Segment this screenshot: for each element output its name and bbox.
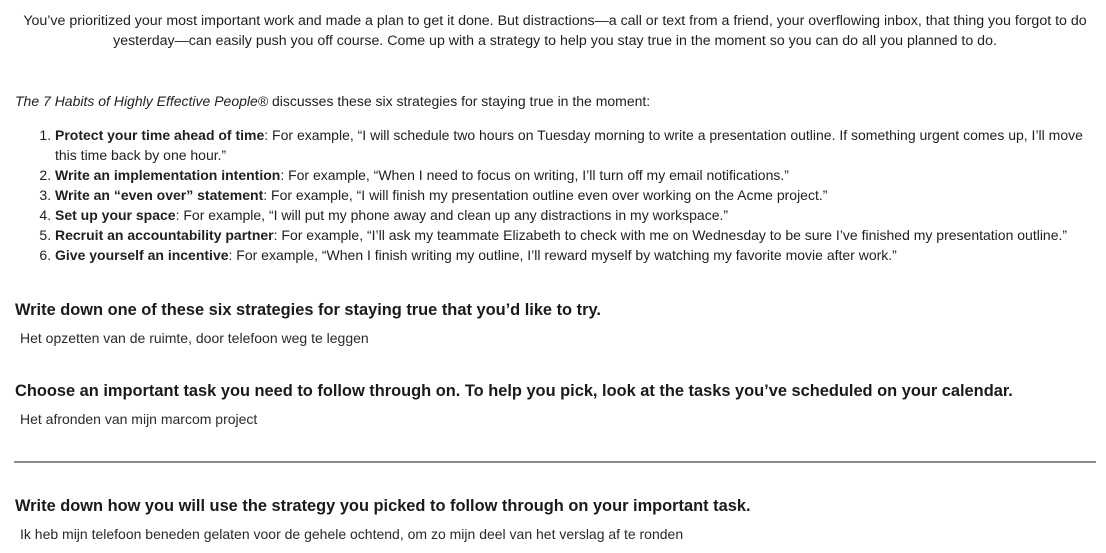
strategy-example: : For example, “When I need to focus on writing, I’ll turn off my email notifications.” (280, 167, 789, 183)
answer-strategy[interactable]: Het opzetten van de ruimte, door telefoon weg te leggen (20, 330, 369, 346)
answer-plan[interactable]: Ik heb mijn telefoon beneden gelaten voor de gehele ochtend, om zo mijn deel van het verslag af te ronden (20, 526, 684, 542)
answer-task[interactable]: Het afronden van mijn marcom project (20, 411, 258, 427)
strategy-item-1 (55, 125, 1097, 165)
strategy-item-3 (55, 185, 1097, 205)
strategy-example: : For example, “I will put my phone away and clean up any distractions in my workspace.” (175, 207, 729, 223)
strategy-item-4 (55, 205, 1097, 225)
strategy-example: : For example, “When I finish writing my outline, I’ll reward myself by watching my favorite movie after work.” (228, 247, 897, 263)
strategy-title: Set up your space (55, 207, 176, 223)
strategy-title: Recruit an accountability partner (55, 227, 274, 243)
strategy-example: : For example, “I will finish my presentation outline even over working on the Acme project.” (263, 187, 828, 203)
section-divider (14, 461, 1096, 463)
strategy-title: Write an implementation intention (55, 167, 281, 183)
strategy-item-5 (55, 225, 1097, 245)
book-title: The 7 Habits of Highly Effective People® (15, 93, 269, 109)
question-plan: Write down how you will use the strategy you picked to follow through on your important task. (15, 497, 751, 515)
strategies-list (15, 125, 1097, 265)
strategy-example: : For example, “I’ll ask my teammate Elizabeth to check with me on Wednesday to be sure I’ve finished my presentation outline.” (273, 227, 1068, 243)
question-strategy: Write down one of these six strategies for staying true that you’d like to try. (15, 301, 601, 319)
strategies-lead (15, 91, 650, 111)
strategy-item-2 (55, 165, 1097, 185)
question-task: Choose an important task you need to follow through on. To help you pick, look at the tasks you’ve scheduled on your calendar. (15, 382, 1013, 400)
lead-text: discusses these six strategies for staying true in the moment: (268, 93, 651, 109)
strategy-title: Protect your time ahead of time (55, 127, 265, 143)
strategy-title: Write an “even over” statement (55, 187, 264, 203)
strategy-item-6 (55, 245, 1097, 265)
strategy-example: : For example, “I will schedule two hours on Tuesday morning to write a presentation outline. If something urgent comes up, I’ll move this time back by one hour.” (55, 127, 1083, 163)
intro-paragraph: You’ve prioritized your most important work and made a plan to get it done. But distractions—a call or text from a friend, your overflowing inbox, that thing you forgot to do yesterday—can easily push you off course. Come up with a strategy to help you stay true in the moment so you can do all you planned to do. (23, 13, 1087, 49)
strategy-title: Give yourself an incentive (55, 247, 229, 263)
